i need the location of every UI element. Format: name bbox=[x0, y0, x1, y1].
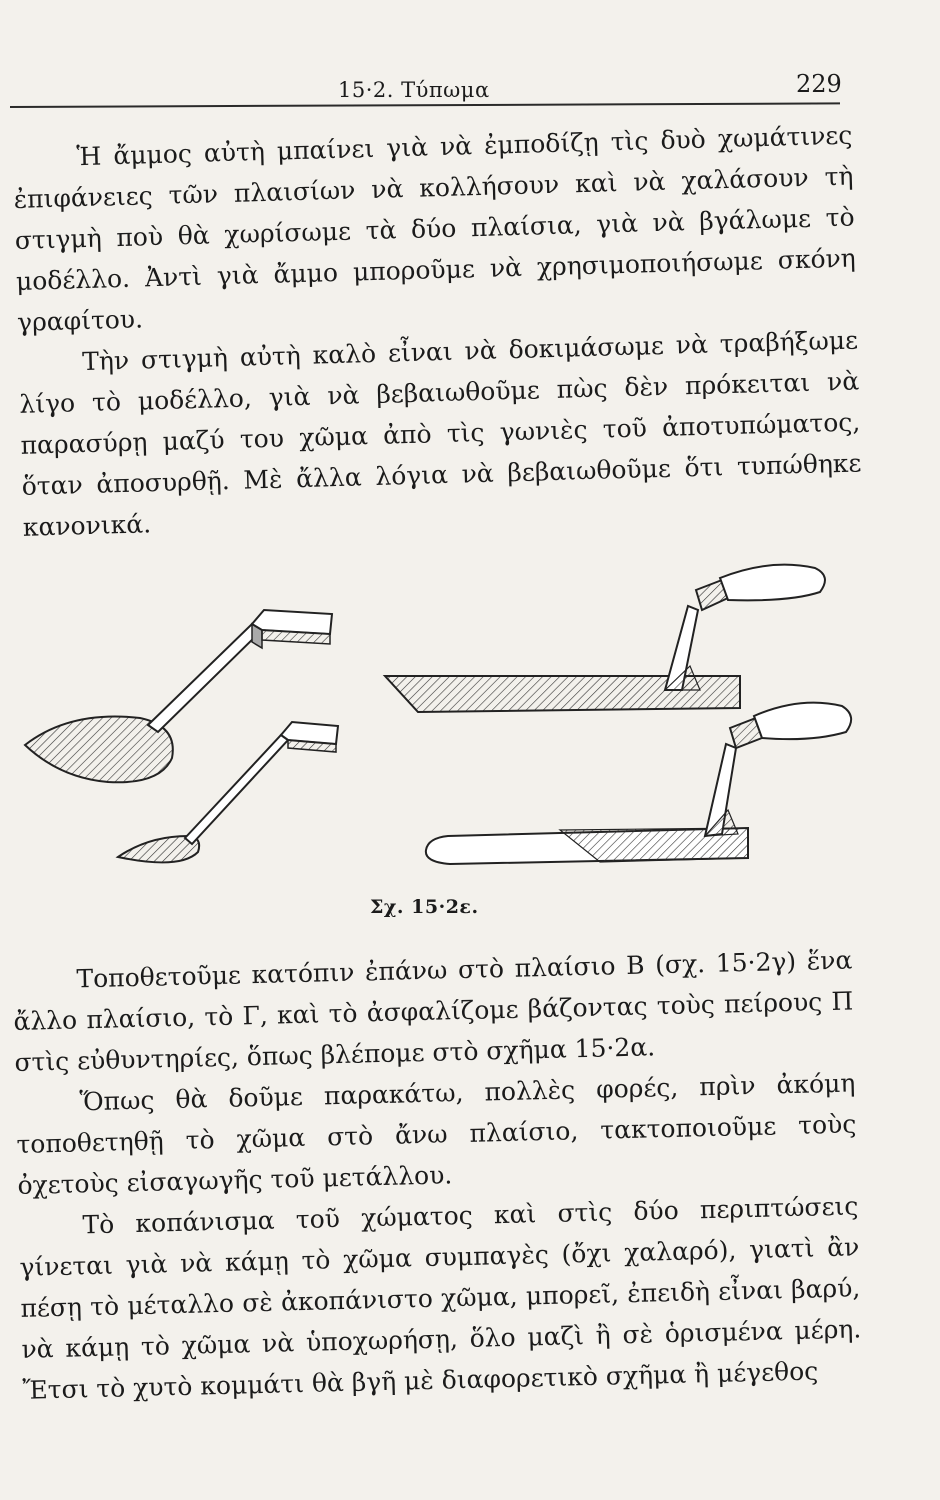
header-rule bbox=[10, 102, 840, 108]
rounded-blade-trowel bbox=[426, 703, 851, 864]
large-pointed-trowel bbox=[25, 610, 332, 782]
page-number: 229 bbox=[796, 70, 842, 98]
trowels-illustration bbox=[0, 540, 940, 900]
straight-blade-trowel bbox=[385, 565, 825, 712]
paragraph: Ὅπως θὰ δοῦμε παρακάτω, πολλὲς φορές, πρὶν ἀκόμη τοποθετηθῇ τὸ χῶμα στὸ ἄνω πλαίσιο, τακτοποιοῦμε τοὺς ὀχετοὺς εἰσαγωγῆς τοῦ μετάλλου. bbox=[16, 1068, 857, 1200]
text-block-top bbox=[12, 115, 863, 548]
paragraph: Τοποθετοῦμε κατόπιν ἐπάνω στὸ πλαίσιο Β (σχ. 15·2γ) ἕνα ἄλλο πλαίσιο, τὸ Γ, καὶ τὸ ἀσφαλίζομε βάζοντας τοὺς πείρους Π στὶς εὐθυντηρίες, ὅπως βλέπομε στὸ σχῆμα 15·2α. bbox=[13, 945, 854, 1077]
figure-caption: Σχ. 15·2ε. bbox=[370, 896, 479, 918]
paragraph: Τὸ κοπάνισμα τοῦ χώματος καὶ στὶς δύο περιπτώσεις γίνεται γιὰ νὰ κάμῃ τὸ χῶμα συμπαγὲς (ὄχι χαλαρό), γιατὶ ἂν πέσῃ τὸ μέταλλο σὲ ἀκοπάνιστο χῶμα, μπορεῖ, ἐπειδὴ εἶναι βαρύ, νὰ κάμῃ τὸ χῶμα νὰ ὑποχωρήσῃ, ὅλο μαζὶ ἢ σὲ ὁρισμένα μέρη. Ἔτσι τὸ χυτὸ κομμάτι θὰ βγῆ μὲ διαφορετικὸ σχῆμα ἢ μέγεθος bbox=[19, 1191, 862, 1405]
running-header bbox=[0, 62, 940, 102]
trowels-figure bbox=[0, 540, 940, 918]
paragraph: Τὴν στιγμὴ αὐτὴ καλὸ εἶναι νὰ δοκιμάσωμε νὰ τραβήξωμε λίγο τὸ μοδέλλο, γιὰ νὰ βεβαιωθοῦμε πὼς δὲν πρόκειται νὰ παρασύρῃ μαζύ του χῶμα ἀπὸ τὶς γωνιὲς τοῦ ἀποτυπώματος, ὅταν ἀποσυρθῇ. Μὲ ἄλλα λόγια νὰ βεβαιωθοῦμε ὅτι τυπώθηκε κανονικά. bbox=[19, 325, 862, 542]
paragraph: Ἡ ἄμμος αὐτὴ μπαίνει γιὰ νὰ ἐμποδίζῃ τὶς δυὸ χωμάτινες ἐπιφάνειες τῶν πλαισίων νὰ κολλήσουν καὶ νὰ χαλάσουν τὴ στιγμὴ ποὺ θὰ χωρίσωμε τὰ δύο πλαίσια, γιὰ νὰ βγάλωμε τὸ μοδέλλο. Ἀντὶ γιὰ ἄμμο μποροῦμε νὰ χρησιμοποιήσωμε σκόνη γραφίτου. bbox=[13, 120, 857, 337]
text-block-bottom bbox=[12, 939, 863, 1410]
running-title: 15·2. Τύπωμα bbox=[338, 78, 490, 102]
